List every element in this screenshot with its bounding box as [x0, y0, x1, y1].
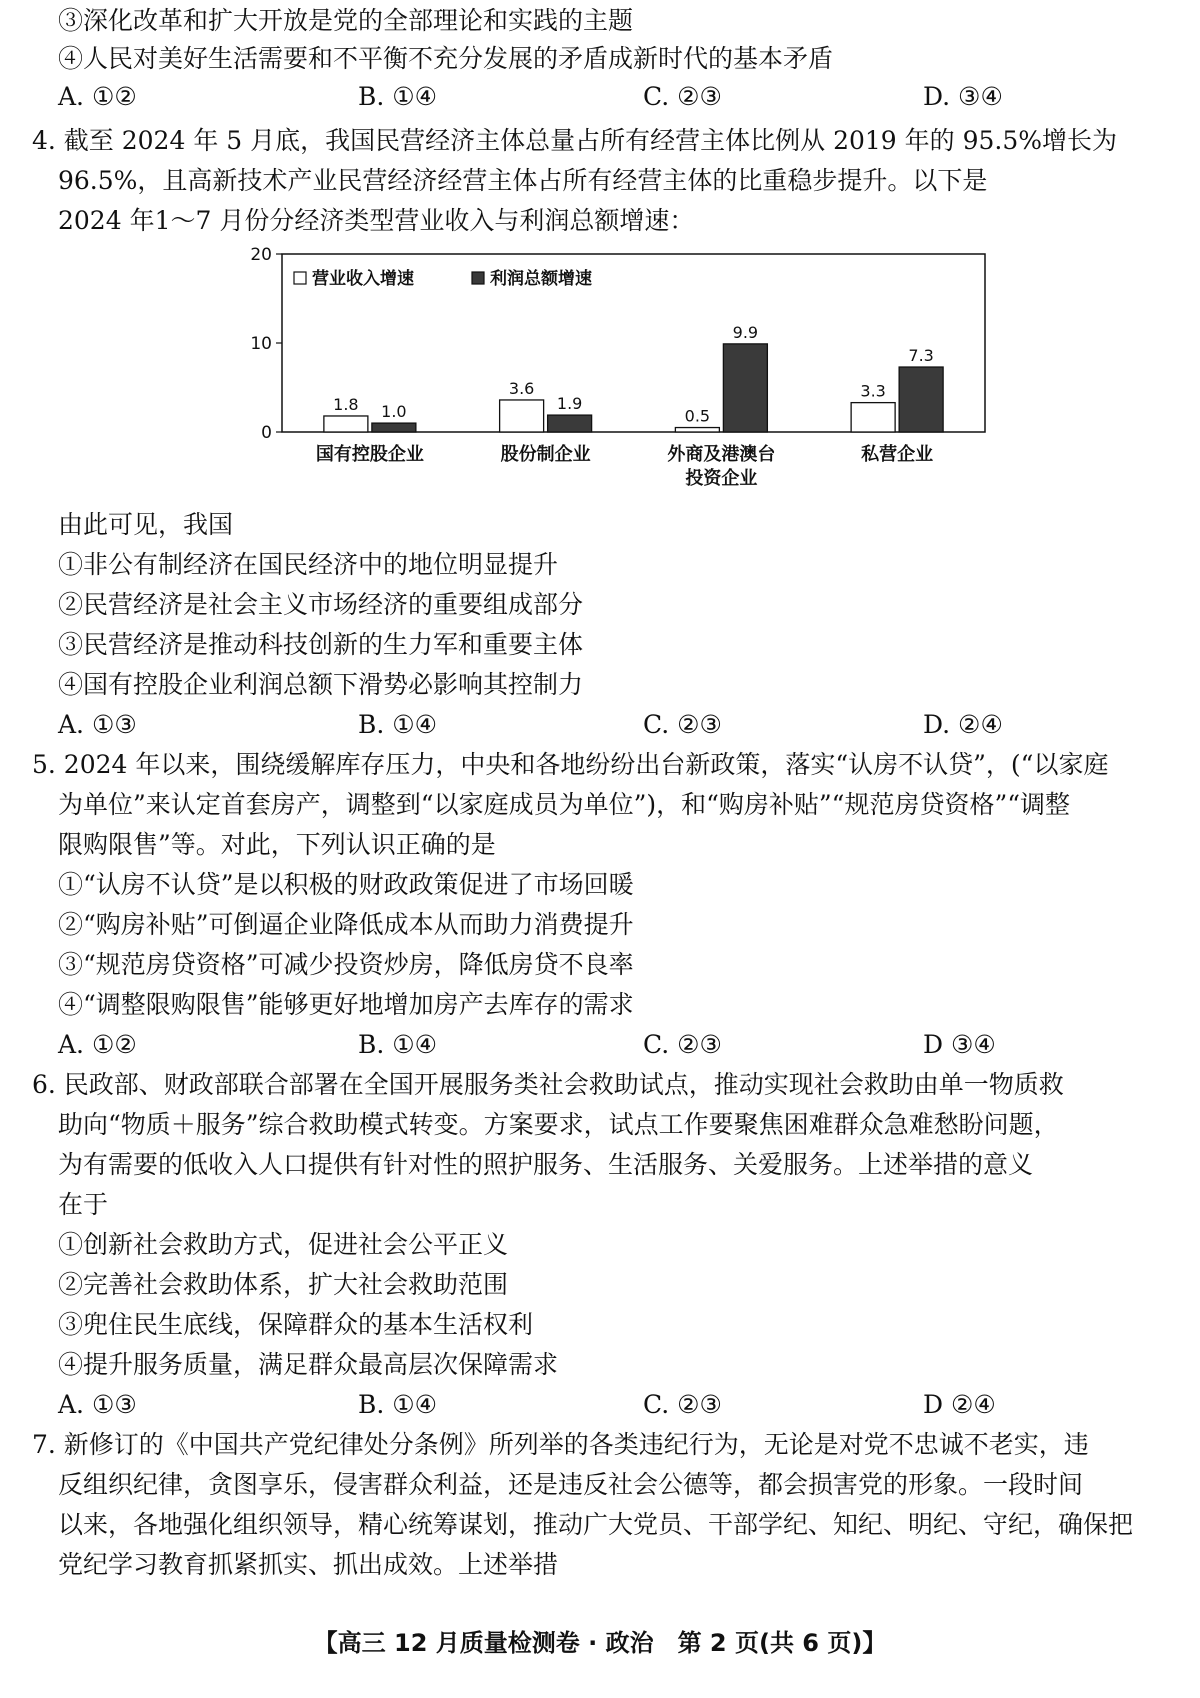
q5-statement-3: ③“规范房贷资格”可减少投资炒房，降低房贷不良率 — [58, 950, 634, 979]
q5-stem-line-2: 为单位”来认定首套房产，调整到“以家庭成员为单位”)，和“购房补贴”“规范房贷资格”“调整 — [58, 790, 1071, 819]
q6-statement-4: ④提升服务质量，满足群众最高层次保障需求 — [58, 1350, 559, 1379]
q7-stem-line-2: 反组织纪律，贪图享乐，侵害群众利益，还是违反社会公德等，都会损害党的形象。一段时间 — [58, 1470, 1084, 1499]
y-tick-label: 10 — [250, 334, 272, 354]
q5-options — [58, 1028, 1138, 1062]
q6-stem-line-1: 6. 民政部、财政部联合部署在全国开展服务类社会救助试点，推动实现社会救助由单一物质救 — [32, 1070, 1064, 1099]
q4-stem-line-3: 2024 年1～7 月份分经济类型营业收入与利润总额增速： — [58, 206, 695, 235]
category-label: 私营企业 — [861, 444, 934, 465]
q5-option-b: B. ①④ — [358, 1030, 438, 1059]
q6-option-c: C. ②③ — [643, 1390, 722, 1419]
bar-profit — [723, 344, 767, 432]
q5-stem-line-3: 限购限售”等。对此，下列认识正确的是 — [58, 830, 496, 859]
q7-stem-line-1: 7. 新修订的《中国共产党纪律处分条例》所列举的各类违纪行为，无论是对党不忠诚不老实，违 — [32, 1430, 1089, 1459]
q3-statement-3: ③深化改革和扩大开放是党的全部理论和实践的主题 — [58, 6, 634, 35]
q6-stem-line-2: 助向“物质＋服务”综合救助模式转变。方案要求，试点工作要聚焦困难群众急难愁盼问题， — [58, 1110, 1059, 1139]
bar-profit — [899, 367, 943, 432]
q4-option-d: D. ②④ — [923, 710, 1003, 739]
q5-statement-1: ①“认房不认贷”是以积极的财政政策促进了市场回暖 — [58, 870, 634, 899]
bar-value-label: 1.9 — [556, 394, 583, 414]
q6-stem-line-4: 在于 — [58, 1190, 109, 1219]
q4-statement-4: ④国有控股企业利润总额下滑势必影响其控制力 — [58, 670, 584, 699]
q5-stem-line-1: 5. 2024 年以来，围绕缓解库存压力，中央和各地纷纷出台新政策，落实“认房不认贷”，(“以家庭 — [32, 750, 1109, 779]
q4-stem-line-2: 96.5%，且高新技术产业民营经济经营主体占所有经营主体的比重稳步提升。以下是 — [58, 166, 988, 195]
q6-statement-2: ②完善社会救助体系，扩大社会救助范围 — [58, 1270, 509, 1299]
q4-option-b: B. ①④ — [358, 710, 438, 739]
q4-statement-3: ③民营经济是推动科技创新的生力军和重要主体 — [58, 630, 584, 659]
q3-option-a: A. ①② — [58, 82, 137, 111]
q5-statement-4: ④“调整限购限售”能够更好地增加房产去库存的需求 — [58, 990, 634, 1019]
page-footer: 【高三 12 月质量检测卷 · 政治 第 2 页(共 6 页)】 — [313, 1629, 887, 1657]
q3-option-b: B. ①④ — [358, 82, 438, 111]
y-tick-label: 0 — [261, 423, 272, 443]
bar-revenue — [675, 428, 719, 432]
bar-revenue — [851, 403, 895, 432]
bar-value-label: 3.6 — [508, 378, 535, 398]
q5-option-a: A. ①② — [58, 1030, 137, 1059]
legend-swatch — [294, 272, 306, 284]
q4-option-a: A. ①③ — [58, 710, 137, 739]
y-tick-label: 20 — [250, 245, 272, 265]
q7-stem-line-4: 党纪学习教育抓紧抓实、抓出成效。上述举措 — [58, 1550, 559, 1579]
q6-statement-1: ①创新社会救助方式，促进社会公平正义 — [58, 1230, 509, 1259]
bar-profit — [372, 423, 416, 432]
category-label: 国有控股企业 — [315, 444, 424, 465]
q4-stem-line-1: 4. 截至 2024 年 5 月底，我国民营经济主体总量占所有经营主体比例从 2019 年的 95.5%增长为 — [32, 126, 1118, 155]
category-label: 外商及港澳台 — [667, 444, 776, 465]
legend-label: 营业收入增速 — [312, 269, 414, 289]
q6-option-b: B. ①④ — [358, 1390, 438, 1419]
legend-label: 利润总额增速 — [490, 269, 592, 289]
q6-option-d: D ②④ — [923, 1390, 996, 1419]
bar-revenue — [500, 400, 544, 432]
q7-stem-line-3: 以来，各地强化组织领导，精心统筹谋划，推动广大党员、干部学纪、知纪、明纪、守纪，确保把 — [58, 1510, 1134, 1539]
revenue-profit-chart — [220, 244, 1000, 514]
bar-chart-svg — [220, 244, 1000, 514]
category-label: 股份制企业 — [500, 444, 591, 465]
category-label: 投资企业 — [685, 468, 758, 489]
q4-statement-2: ②民营经济是社会主义市场经济的重要组成部分 — [58, 590, 584, 619]
q3-option-d: D. ③④ — [923, 82, 1003, 111]
bar-value-label: 0.5 — [684, 406, 711, 426]
bar-revenue — [324, 416, 368, 432]
q4-statement-1: ①非公有制经济在国民经济中的地位明显提升 — [58, 550, 559, 579]
q6-option-a: A. ①③ — [58, 1390, 137, 1419]
q6-options — [58, 1388, 1138, 1422]
q6-stem-line-3: 为有需要的低收入人口提供有针对性的照护服务、生活服务、关爱服务。上述举措的意义 — [58, 1150, 1034, 1179]
q6-statement-3: ③兜住民生底线，保障群众的基本生活权利 — [58, 1310, 534, 1339]
q4-option-c: C. ②③ — [643, 710, 722, 739]
bar-value-label: 7.3 — [908, 346, 934, 366]
bar-value-label: 3.3 — [860, 381, 886, 401]
bar-value-label: 1.0 — [381, 402, 407, 422]
q5-statement-2: ②“购房补贴”可倒逼企业降低成本从而助力消费提升 — [58, 910, 634, 939]
q4-options — [58, 708, 1138, 742]
q3-option-c: C. ②③ — [643, 82, 722, 111]
q4-lead: 由此可见，我国 — [58, 510, 234, 539]
q5-option-d: D ③④ — [923, 1030, 996, 1059]
bar-value-label: 9.9 — [732, 322, 759, 342]
q3-options — [58, 80, 1138, 114]
legend-swatch — [472, 272, 484, 284]
bar-value-label: 1.8 — [333, 394, 359, 414]
bar-profit — [548, 415, 592, 432]
q5-option-c: C. ②③ — [643, 1030, 722, 1059]
q3-statement-4: ④人民对美好生活需要和不平衡不充分发展的矛盾成新时代的基本矛盾 — [58, 44, 834, 73]
